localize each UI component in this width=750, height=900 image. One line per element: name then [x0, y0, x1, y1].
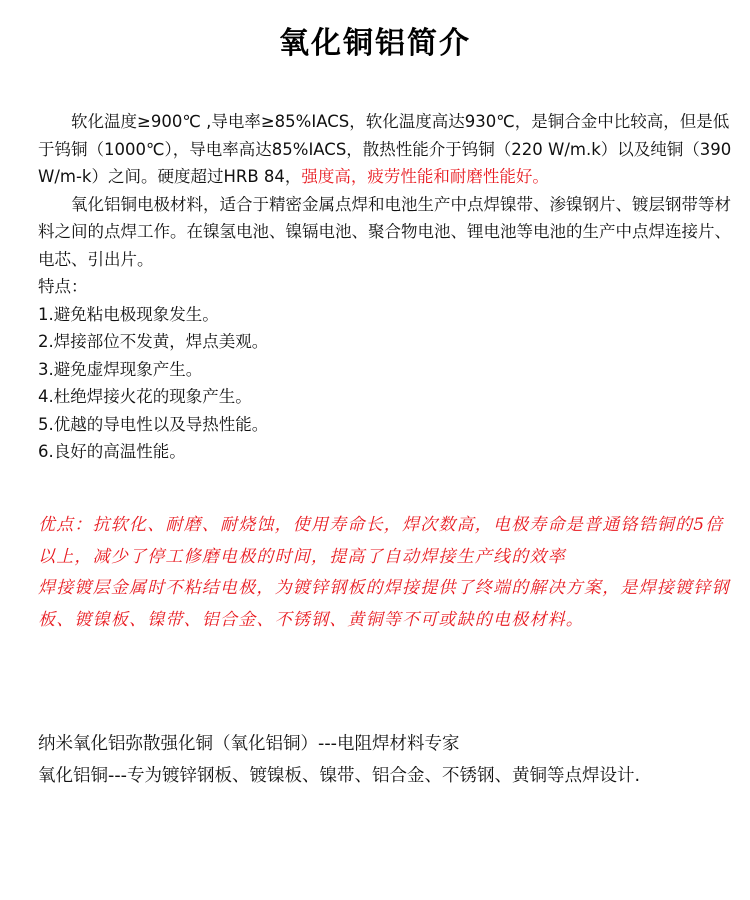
intro-paragraph-1: [38, 108, 738, 191]
features-heading: 特点：: [38, 277, 88, 296]
feature-item: 1.避免粘电极现象发生。: [38, 304, 219, 324]
expert-line-1: 纳米氧化铝弥散强化铜（氧化铝铜）---电阻焊材料专家: [38, 734, 460, 754]
intro-section: [38, 108, 738, 466]
intro-paragraph-2: 氧化铝铜电极材料，适合于精密金属点焊和电池生产中点焊镍带、渗镍钢片、镀层钢带等材料之间的点焊工作。在镍氢电池、镍镉电池、聚合物电池、锂电池等电池的生产中点焊连接片、电芯、引出片。: [38, 194, 731, 269]
feature-item: 6.良好的高温性能。: [38, 442, 186, 461]
expert-line-2: 氧化铝铜---专为镀锌钢板、镀镍板、镍带、铝合金、不锈钢、黄铜等点焊设计.: [38, 766, 641, 786]
advantages-paragraph-2: 焊接镀层金属时不粘结电极，为镀锌钢板的焊接提供了终端的解决方案，是焊接镀锌钢板、镀镍板、镍带、铝合金、不锈钢、黄铜等不可或缺的电极材料。: [38, 578, 730, 630]
feature-item: 2.焊接部位不发黄，焊点美观。: [38, 332, 269, 351]
advantages-paragraph-1: 优点：抗软化、耐磨、耐烧蚀，使用寿命长，焊次数高，电极寿命是普通铬锆铜的5倍以上，减少了停工修磨电极的时间，提高了自动焊接生产线的效率: [38, 515, 724, 567]
feature-item: 5.优越的导电性以及导热性能。: [38, 414, 269, 434]
expert-section: [38, 728, 738, 792]
page-title: 氧化铜铝简介: [279, 26, 471, 61]
advantages-section: [38, 510, 738, 636]
intro-paragraph-1-highlight: 强度高，疲劳性能和耐磨性能好。: [301, 167, 549, 186]
feature-item: 4.杜绝焊接火花的现象产生。: [38, 387, 252, 406]
feature-item: 3.避免虚焊现象产生。: [38, 359, 203, 379]
intro-paragraph-1-main: 软化温度≥900℃ ,导电率≥85%IACS，软化温度高达930℃，是铜合金中比较高，但是低于钨铜（1000℃），导电率高达85%IACS，散热性能介于钨铜（220 W/m.k）以及纯铜（390 W/m-k）之间。硬度超过HRB 84，: [38, 112, 732, 186]
